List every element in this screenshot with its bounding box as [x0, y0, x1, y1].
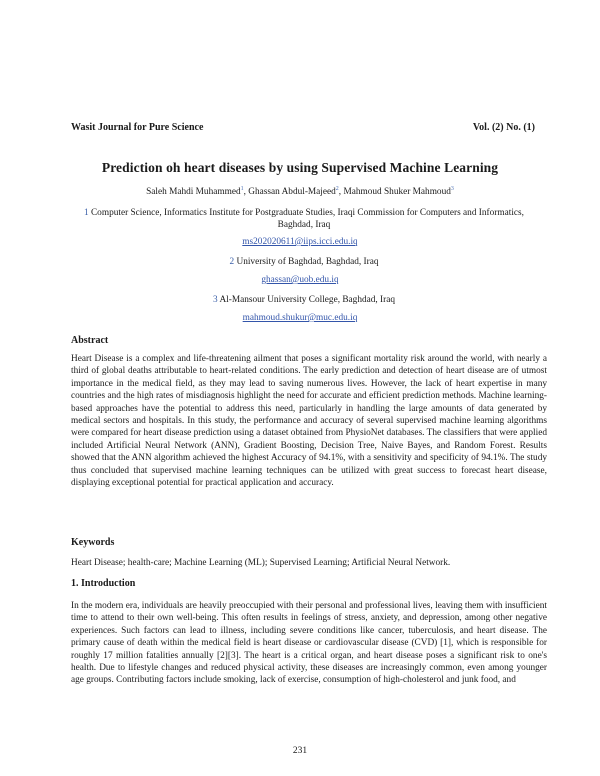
affiliation-text: Al-Mansour University College, Baghdad, Iraq	[219, 295, 396, 305]
affiliation-3	[74, 294, 534, 306]
author-name: Ghassan Abdul-Majeed	[248, 187, 336, 197]
keywords-heading: Keywords	[71, 537, 115, 548]
email-link-1[interactable]: ms202020611@iips.icci.edu.iq	[242, 237, 358, 247]
page-number: 231	[292, 746, 308, 756]
abstract-heading: Abstract	[71, 335, 109, 346]
introduction-text: In the modern era, individuals are heavily preoccupied with their personal and professional lives, leaving them with insufficient time to attend to their own well-being. This often results in feelings of stress, anxiety, and depression, among other negative experiences. Such factors can lead to illness, including severe conditions like cancer, tuberculosis, and heart disease. The primary cause of death within the medical field is heart disease or cardiovascular disease (CVD) [1], which is responsible for roughly 17 million fatalities annually [2][3]. The heart is a critical organ, and heart disease poses a significant risk to one's health. Due to lifestyle changes and reduced physical activity, these diseases are increasingly common, even among younger age groups. Contributing factors include smoking, lack of exercise, consumption of high-cholesterol and junk food, and	[71, 601, 547, 686]
running-header	[71, 122, 535, 133]
affiliation-text: University of Baghdad, Baghdad, Iraq	[236, 257, 379, 267]
affiliation-number: 1	[84, 208, 89, 218]
email-link-3[interactable]: mahmoud.shukur@muc.edu.iq	[242, 313, 358, 323]
abstract-text: Heart Disease is a complex and life-threatening ailment that poses a significant mortality risk around the world, with nearly a third of global deaths attributable to heart-related conditions. The early prediction and detection of heart disease are of utmost importance in the medical field, as they may lead to saving numerous lives. However, the lack of heart expertise in many countries and the high rates of misdiagnosis highlight the need for accurate and efficient prediction methods. Machine learning-based approaches have the potential to address this need, particularly in handling the large amounts of data generated by medical sectors and hospitals. In this study, the performance and accuracy of several supervised machine learning algorithms were compared for heart disease prediction using a dataset obtained from PhysioNet databases. The classifiers that were applied included Artificial Neural Network (ANN), Gradient Boosting, Decision Tree, Naive Bayes, and Random Forest. Results showed that the ANN algorithm achieved the highest Accuracy of 94.1%, with a sensitivity and specificity of 94.1%. The study thus concluded that supervised machine learning techniques can be utilized with great success to forecast heart disease, displaying exceptional potential for practical application and accuracy.	[71, 354, 547, 489]
introduction-heading: 1. Introduction	[71, 578, 136, 589]
affiliation-1	[74, 207, 534, 231]
author-affiliation-mark: 3	[450, 185, 454, 192]
journal-name: Wasit Journal for Pure Science	[71, 122, 204, 133]
affiliation-number: 3	[212, 295, 218, 305]
email-link-2[interactable]: ghassan@uob.edu.iq	[261, 275, 339, 285]
author-affiliation-mark: 2	[335, 185, 339, 192]
volume-issue: Vol. (2) No. (1)	[472, 122, 535, 133]
author-name: Saleh Mahdi Muhammed	[146, 187, 241, 197]
affiliation-text: Computer Science, Informatics Institute for Postgraduate Studies, Iraqi Commission for Computers and Informatics, Baghdad, Iraq	[90, 208, 524, 230]
keywords-text: Heart Disease; health-care; Machine Learning (ML); Supervised Learning; Artificial Neural Network.	[71, 558, 451, 568]
author-list: Saleh Mahdi Muhammed$^1$, Ghassan Abdul-Majeed$^2$, Mahmoud Shuker Mahmoud$^3$	[146, 185, 454, 197]
affiliation-2	[74, 256, 534, 268]
affiliation-number: 2	[229, 257, 235, 267]
author-name: Mahmoud Shuker Mahmoud	[343, 187, 451, 197]
author-affiliation-mark: 1	[240, 185, 244, 192]
paper-title: Prediction oh heart diseases by using Supervised Machine Learning	[101, 160, 499, 175]
